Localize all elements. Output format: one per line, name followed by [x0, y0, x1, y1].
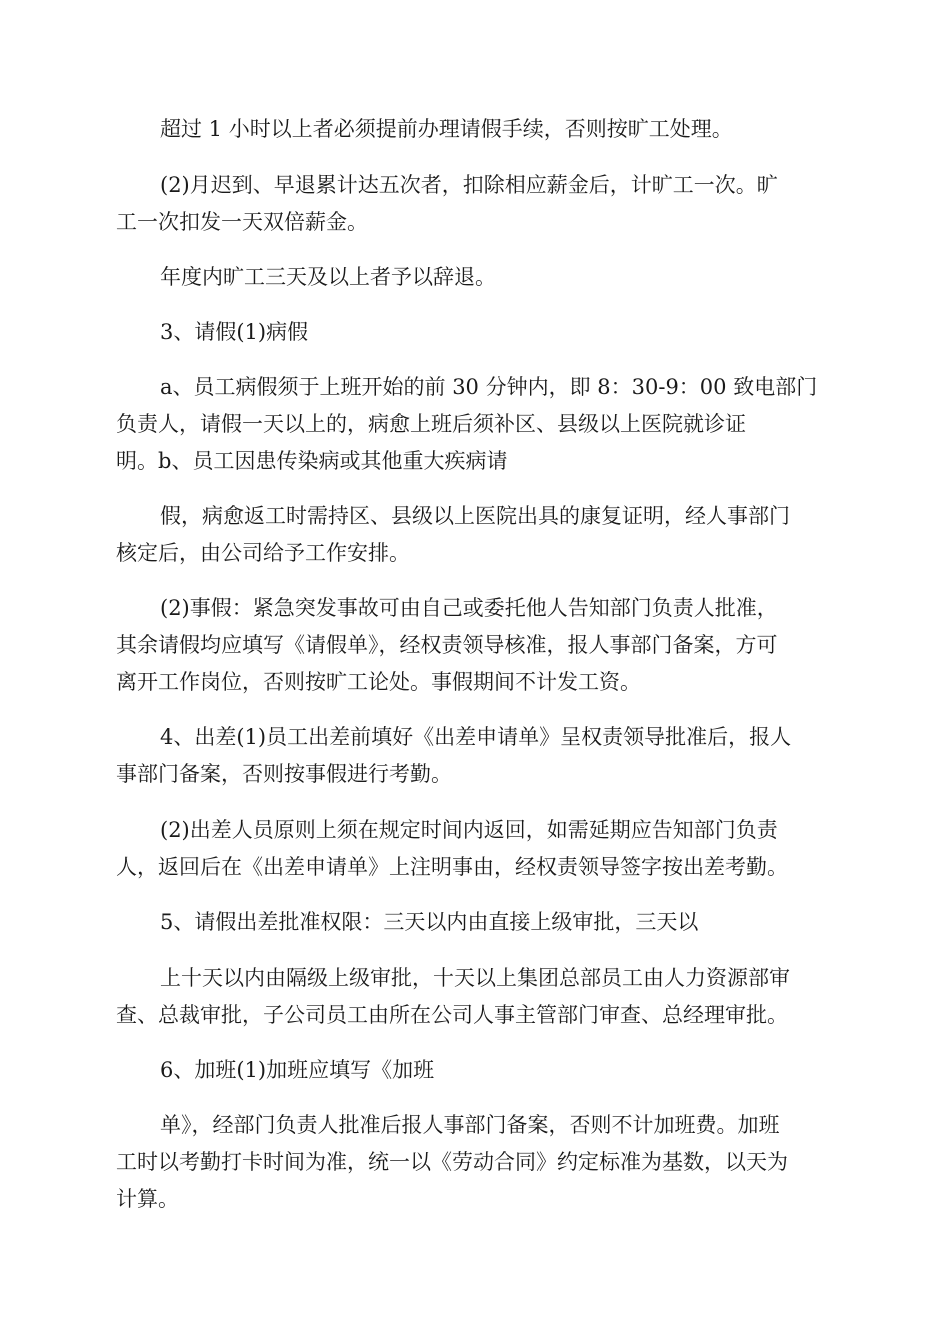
text-line: a、员工病假须于上班开始的前 30 分钟内，即 8：30-9：00 致电部门 — [160, 375, 818, 399]
text-line: 4、出差(1)员工出差前填好《出差申请单》呈权责领导批准后，报人 — [160, 725, 792, 749]
text-line: 6、加班(1)加班应填写《加班 — [160, 1058, 435, 1082]
section-heading-leave — [116, 314, 836, 351]
paragraph-sick-leave-notice — [116, 111, 836, 148]
paragraph-late-early-rule — [116, 167, 836, 241]
text-line: (2)出差人员原则上须在规定时间内返回，如需延期应告知部门负责 — [160, 818, 778, 842]
text-line: 查、总裁审批，子公司员工由所在公司人事主管部门审查、总经理审批。 — [116, 1003, 788, 1027]
text-line: 离开工作岗位，否则按旷工论处。事假期间不计发工资。 — [116, 670, 641, 694]
paragraph-business-trip — [116, 719, 836, 793]
paragraph-personal-leave — [116, 590, 836, 701]
paragraph-trip-return — [116, 812, 836, 886]
text-line: (2)事假：紧急突发事故可由自己或委托他人告知部门负责人批准， — [160, 596, 778, 620]
text-line: 单》，经部门负责人批准后报人事部门备案，否则不计加班费。加班 — [160, 1113, 780, 1137]
text-line: 假，病愈返工时需持区、县级以上医院出具的康复证明，经人事部门 — [160, 504, 790, 528]
text-line: 3、请假(1)病假 — [160, 320, 309, 344]
text-line: 5、请假出差批准权限：三天以内由直接上级审批，三天以 — [160, 910, 699, 934]
paragraph-approval-levels — [116, 960, 836, 1034]
text-line: 核定后，由公司给予工作安排。 — [116, 541, 410, 565]
text-line: 上十天以内由隔级上级审批，十天以上集团总部员工由人力资源部审 — [160, 966, 790, 990]
paragraph-sick-leave-procedure — [116, 369, 836, 480]
text-line: 明。b、员工因患传染病或其他重大疾病请 — [116, 449, 508, 473]
paragraph-dismissal-rule — [116, 259, 836, 296]
text-line: 事部门备案，否则按事假进行考勤。 — [116, 762, 452, 786]
paragraph-approval-authority — [116, 904, 836, 941]
text-line: 超过 1 小时以上者必须提前办理请假手续，否则按旷工处理。 — [160, 117, 733, 141]
text-line: 其余请假均应填写《请假单》，经权责领导核准，报人事部门备案，方可 — [116, 633, 778, 657]
paragraph-recovery-certificate — [116, 498, 836, 572]
text-line: 工时以考勤打卡时间为准，统一以《劳动合同》约定标准为基数，以天为 — [116, 1150, 788, 1174]
text-line: (2)月迟到、早退累计达五次者，扣除相应薪金后，计旷工一次。旷 — [160, 173, 778, 197]
text-line: 计算。 — [116, 1187, 179, 1211]
text-line: 年度内旷工三天及以上者予以辞退。 — [160, 265, 496, 289]
paragraph-overtime-procedure — [116, 1107, 836, 1218]
section-heading-overtime — [116, 1052, 836, 1089]
text-line: 工一次扣发一天双倍薪金。 — [116, 210, 368, 234]
text-line: 人，返回后在《出差申请单》上注明事由，经权责领导签字按出差考勤。 — [116, 855, 788, 879]
text-line: 负责人，请假一天以上的，病愈上班后须补区、县级以上医院就诊证 — [116, 412, 746, 436]
